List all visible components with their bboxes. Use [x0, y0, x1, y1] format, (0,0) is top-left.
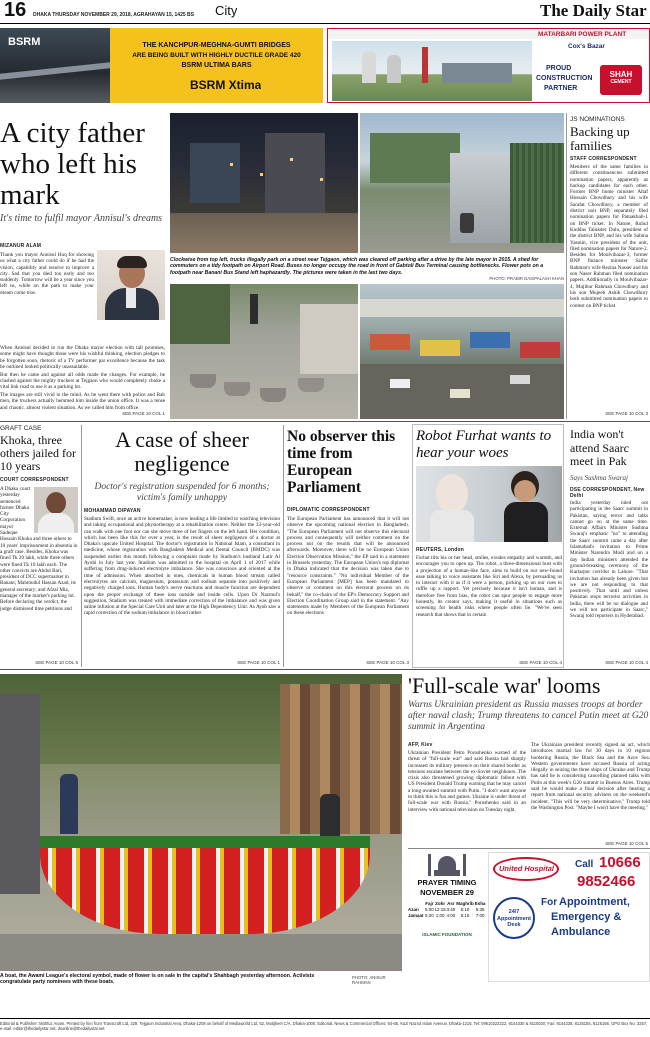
collage-credit: PHOTO: PRABIR DAS/PALASH KHAN [489, 276, 564, 281]
service-line-1: Appointment, [559, 896, 630, 908]
column-divider [81, 425, 82, 667]
khoka-body: A Dhaka court yesterday sentenced former Dhaka City Corporation mayor Sadeque Hossain Khoka and three others to 10 years' imprisonment in absentia in a graft case. Besides, Khoka was fined Tk 20 lakh, while three others were fined Tk 10 lakh each. The other convicts are Abdul Bari, president of DCC supermarket in Banani; Mahmudul Hassan Azad, its general secretary; and Afzal Mia, manager of the market's parking lot. Before declaring the verdict, the judge dismissed time petitions and [0, 486, 78, 612]
shah-logo: SHAH CEMENT [600, 65, 642, 95]
prayer-table [408, 900, 486, 918]
imprint-footer: Editorial & Publisher: Mahfuz Anam. Printed by him from Transcraft Ltd, 229, Tejgaon Industrial Area, Dhaka-1208 on behalf of Mediaworld Ltd, 52, Motijheel C/A, Dhaka-1000. Editorial, News & Commercial Offices: 64-65, Kazi Nazrul Islam Avenue, Dhaka-1215. Tel: 09610222222, 9144330 & 8110020; Fax: 9144335, 8125155, 8125156; GPO Box No. 3257, e-mail: editor@thedailystar.net; dsonline@thedailystar.net [0, 1021, 648, 1031]
hotline-number: 10666 [599, 854, 641, 871]
flower-boat-shape [40, 844, 370, 934]
bsrm-line-3: BSRM ULTIMA BARS [181, 62, 252, 69]
war-headline[interactable]: 'Full-scale war' looms [408, 674, 601, 698]
lead-headline[interactable]: A city father who left his mark [0, 118, 145, 211]
airport-road-shed-photo [360, 113, 564, 253]
lead-continued[interactable]: SEE PAGE 10 COL 1 [122, 411, 165, 416]
war-byline: AFP, Kiev [408, 742, 433, 748]
mosque-icon [426, 854, 468, 876]
observer-byline: DIPLOMATIC CORRESPONDENT [287, 507, 370, 513]
prayer-cell: 3:40 [446, 906, 456, 912]
appointment-desk-badge: 24/7 Appointment Desk [493, 897, 535, 939]
war-subhead: Warns Ukrainian president as Russia masses troops at border after naval clash; Trump threatens to cancel Putin meet at G20 summit in Argentina [408, 700, 649, 732]
nominations-continued[interactable]: SEE PAGE 10 COL 3 [605, 411, 648, 416]
robot-furhat-photo [416, 466, 562, 542]
robot-continued[interactable]: SEE PAGE 10 COL 4 [519, 660, 562, 665]
section-name: City [215, 3, 238, 18]
negligence-headline[interactable]: A case of sheer negligence [115, 428, 249, 476]
lead-byline: MIZANUR ALAM [0, 243, 42, 249]
nominations-kicker: JS NOMINATIONS [570, 116, 625, 123]
prayer-cell: 4:00 [446, 912, 456, 918]
khoka-byline: COURT CORRESPONDENT [0, 477, 69, 483]
bsrm-ad[interactable] [0, 28, 323, 103]
trucks-night-photo [170, 113, 358, 253]
khoka-headline[interactable]: Khoka, three others jailed for 10 years [0, 434, 76, 473]
service-line-3: Ambulance [551, 926, 611, 938]
flower-boat-photo [0, 674, 402, 971]
prayer-timing-box [408, 852, 486, 944]
nominations-byline: STAFF CORRESPONDENT [570, 156, 637, 162]
prayer-cell: 6:35 [475, 906, 485, 912]
power-plant-illustration [332, 41, 532, 101]
lead-body-top: Thank you mayor Annisul Huq for showing us what a city father could do if he had the vision, capability and resolve to improve a city. Sad that you died too early and too suddenly. Tomorrow will be a year since you left us, while on the path to make your dream come true. [0, 252, 94, 296]
prayer-cell: 5:10 [460, 906, 470, 912]
observer-body: The European Parliament has announced that it will not observe the upcoming national election in Bangladesh. "The European Parliament will not observe this electoral process and consequently will neither comment on the process nor on the results that will be announced afterwards. Moreover, there will be no European Union Election Observation Mission," the EP said in a statement in Brussels yesterday. The European Union's top diplomat in Dhaka indicated that the decision was taken due to "resource constraints." "No individual Member of the European Parliament [MEP] has been mandated to observe or comment on this electoral process on its behalf," the co-chairs of the EP's Democracy Support and Election Coordination Group said in the statement. "Any statements made by Members of the European Parliament on these elections [287, 516, 409, 617]
negligence-continued[interactable]: SEE PAGE 10 COL 1 [237, 660, 280, 665]
service-line-2: Emergency & [551, 911, 622, 923]
prayer-cell: 1:00 [435, 912, 445, 918]
negligence-body: Stadium Swift, once an active homemaker, is now leading a life limited to watching television and taking occupational and physiotherapy at a rehabilitation centre. Neither the 33-year-old can walk with one foot nor can she move three of her fingers on the left hand. Her condition, which has been like this for over a year, is the result of sheer negligence of a doctor at Dhaka's upscale United Hospital. The doctor's registration in National Islam, a consultant in medicine, whose registration with Bangladesh Medical and Dental Council (BMDC) was suspended earlier this month following a complaint made by Stadium's husband Latir Al Ayubi in July last year. Stadium was admitted to the hospital on April 1 of 2017 while suffering from drug-induced electrolyte imbalance. She was conscious and oriented at the time of admission. When absorbed in ones, chemicals in human blood stream called electrolytes are calcium, magnesium, potassium and sodium separate into positively and negatively charged ions. Human body's nerve reactions and muscle function are dependent upon the proper exchange of these ions outside and inside cells. Upon Dr Nazmul's suggestion, Stadium was treated with immediate correction of the imbalance and was given saline infusion at the Special Care Unit and later at the High Dependency Unit. As Ayub saw a rapid correction of the sodium imbalance in blood rather [84, 516, 280, 617]
prayer-cell: 7:00 [475, 912, 485, 918]
bsrm-logo: BSRM [8, 36, 41, 48]
section-rule-1 [0, 421, 650, 422]
boat-credit: PHOTO: ANISUR RAHMAN [352, 975, 386, 985]
bsrm-brand: BSRM Xtima [190, 78, 262, 92]
prayer-cell: Maghrib [456, 900, 474, 906]
collage-caption: Clockwise from top left, trucks illegally park on a street near Tejgaon, which was cleared off parking after a drive by the late mayor in 2015. A shed for commuters on a tidy footpath on Airport Road. Buses no longer occupy the road in front of Gabtoli Bus Terminal causing bottlenecks. Flower pots on a footpath near Banani Bus Stand left haphazardly. The pictures were taken in the last two days. [170, 257, 544, 276]
negligence-subhead: Doctor's registration suspended for 6 months; victim's family unhappy [94, 482, 270, 503]
prayer-cell: Asr [447, 900, 455, 906]
prayer-title: PRAYER TIMING [417, 878, 477, 887]
call-label: Call [575, 859, 594, 870]
prayer-cell: Azan [408, 906, 419, 912]
phone-number: 9852466 [577, 873, 636, 890]
bsrm-line-2: ARE BEING BUILT WITH HIGHLY DUCTILE GRADE 420 [132, 52, 301, 59]
shah-tag-3: PARTNER [544, 85, 578, 92]
prayer-sponsor: ISLAMIC FOUNDATION [422, 932, 472, 937]
prayer-cell: 5:15 [460, 912, 470, 918]
india-body: India yesterday ruled out participating in the Saarc summit in Pakistan, saying terror and talks cannot go on at the same time. External Affairs Minister Sushma Swaraj's emphatic "no" to attending the Saarc summit came a day after Islamabad's invitation to Prime Minister Narendra Modi and on a day Indian ministers attended the ground-breaking ceremony of the Kartarpur corridor in Lahore. "That invitation has already been given but we are not responding to that positively. That until and unless Pakistan stops terrorist activities in India, there will be no dialogue and we will not participate in Saarc," Swaraj told reporters in Hyderabad. [570, 500, 648, 620]
section-rule-2 [0, 669, 650, 670]
war-body-col-1: Ukrainian President Petro Poroshenko warned of the threat of "full-scale war" and said Russia had sharply increased its military presence on their shared border as tensions escalate between the ex-Soviet neighbours. The crisis also threatened growing diplomatic fallout with US President Donald Trump warning that he may cancel a long-awaited summit with Putin. "I don't want anyone to think this is fun and games. Ukraine is under threat of full-scale war with Russia," Poroshenko said in an interview with national television on Tuesday night. [408, 750, 526, 813]
prayer-date: NOVEMBER 29 [420, 888, 474, 897]
shah-tag-1: PROUD [546, 65, 572, 72]
shah-cement-ad[interactable] [327, 28, 650, 103]
prayer-cell: Jamaat [408, 912, 424, 918]
masthead-rule [0, 23, 650, 24]
india-subhead: Says Sushma Swaraj [570, 474, 628, 482]
bsrm-line-1: THE KANCHPUR-MEGHNA-GUMTI BRIDGES [142, 42, 291, 49]
prayer-cell: 5:20 [424, 912, 434, 918]
robot-headline[interactable]: Robot Furhat wants to hear your woes [416, 428, 552, 461]
observer-headline[interactable]: No observer this time from European Parliament [287, 428, 396, 496]
robot-body: Furhat tilts his or her head, smiles, exudes empathy and warmth, and encourages you to open up. The robot, a three-dimensional bust with a projection of a human-like face, aims to build on our new-found ease talking to voice assistants like Siri and Alexa, by persuading us to interact with it as if it were a person, picking up on our cues to ruffle up a rapport. Yet precisely because it isn't human, and is therefore free from bias, the robot can spur people to engage more honestly, its creator says, making it useful in situations such as screening for health risks where people often lie. "We've seen research that shows that in certain [416, 555, 562, 618]
prayer-cell: 12:15 [434, 906, 446, 912]
war-continued[interactable]: SEE PAGE 10 COL 5 [605, 841, 648, 846]
prayer-cell: Esha [474, 900, 486, 906]
khoka-kicker: GRAFT CASE [0, 425, 42, 432]
nominations-body: Members of the same families in different constituencies submitted nomination papers, apparently as backup candidates for each other. Former BNP home minister Altaf Hossain Chowdhury and his wife Sarafat Chowdhury, a member of district unit BNP, separately filed nomination papers for Patuakhali-1 on BNP ticket. In Natore, Ruhul Kuddus Talukder Dulu, president of the district BNP, and his wife Sabina Yasmin, vice president of the unit, filed nomination papers for Natore-2. Besides for Moulvibazar-3, former BNP finance minister Saifur Rahman's wife Rezina Nasser and his son Naser Rahman filed nomination papers. Additionally in Moulvibazar-4, Mujibur Rahman Chowdhury and his son Mujeeb Ashik Chowdhury both submitted nomination papers to contest on BNP ticket. [570, 164, 648, 309]
flower-pots-footpath-photo [170, 284, 358, 419]
section-rule-3 [408, 848, 650, 849]
united-hospital-ad[interactable] [488, 852, 650, 982]
khoka-continued[interactable]: SEE PAGE 10 COL 5 [35, 660, 78, 665]
war-body-col-2: The Ukrainian president recently signed an act, which introduces martial law for 30 days in 10 regions bordering Russia, the Black Sea and the Azov Sea. Western governments have accused Russia of acting illegally in seizing the three ships of Ukraine and Trump has said he is considering cancelling planned talks with Putin at this week's G20 summit in Buenos Aires. Trump said he would make a final decision after hearing a report from national security advisers on the weekend's incident. "This will be very determinative," Trump told the Washington Post. "Maybe I won't have the meeting." [531, 742, 650, 811]
prayer-cell: 5:00 [424, 906, 434, 912]
prayer-cell: Zohr [435, 900, 446, 906]
dateline: DHAKA THURSDAY NOVEMBER 29, 2018, AGRAHAYAN 15, 1425 BS [33, 12, 194, 18]
paper-logo: The Daily Star [540, 1, 647, 20]
lead-subhead: It's time to fulfil mayor Annisul's dreams [0, 213, 163, 224]
negligence-byline: MOHAMMAD DIPAYAN [84, 508, 141, 514]
observer-continued[interactable]: SEE PAGE 10 COL 3 [366, 660, 409, 665]
shah-subtitle: Cox's Bazar [568, 43, 605, 50]
shah-title: MATARBARI POWER PLANT [538, 31, 627, 38]
prayer-cell: Fajr [425, 900, 434, 906]
page-number: 16 [4, 0, 27, 21]
india-byline: DSE CORRESPONDENT, New Delhi [570, 487, 645, 499]
shah-tag-2: CONSTRUCTION [536, 75, 593, 82]
boat-caption: A boat, the Awami League's electoral symbol, made of flower is on sale in the capital's Shahbagh yesterday afternoon. Activists congratulate party nominees with these boats. [0, 973, 315, 986]
for-label: For [541, 897, 558, 908]
india-headline[interactable]: India won't attend Saarc meet in Pak [570, 428, 629, 468]
masthead [0, 0, 650, 24]
gabtoli-bus-terminal-photo [360, 284, 564, 419]
india-continued[interactable]: SEE PAGE 10 COL 4 [605, 660, 648, 665]
united-hospital-logo: United Hospital [493, 855, 563, 885]
nominations-headline[interactable]: Backing up families [570, 125, 630, 153]
column-divider [566, 113, 567, 419]
mayor-portrait [97, 250, 165, 320]
robot-byline: REUTERS, London [416, 547, 464, 553]
column-divider [283, 425, 284, 667]
footer-rule [0, 1018, 650, 1019]
lead-body-bottom: When Annisul decided to run the Dhaka mayor election with tall promises, some might have thought those were his wishful thinking, election pledges to be forgotten soon, rhetoric of a TV performer par excellence because the task he outlined looked politically unassailable. But then he came and against all odds made the changes. For example, he clashed against the mighty truckers at Tejgaon who would completely choke a vital link road to use it as a parking lot. The images are still vivid in the mind. As he went there with police and Rab men, the truckers actually hemmed him inside the union office. It was a tense and chaotic, almost violent situation. As we called him from office, [0, 345, 165, 409]
